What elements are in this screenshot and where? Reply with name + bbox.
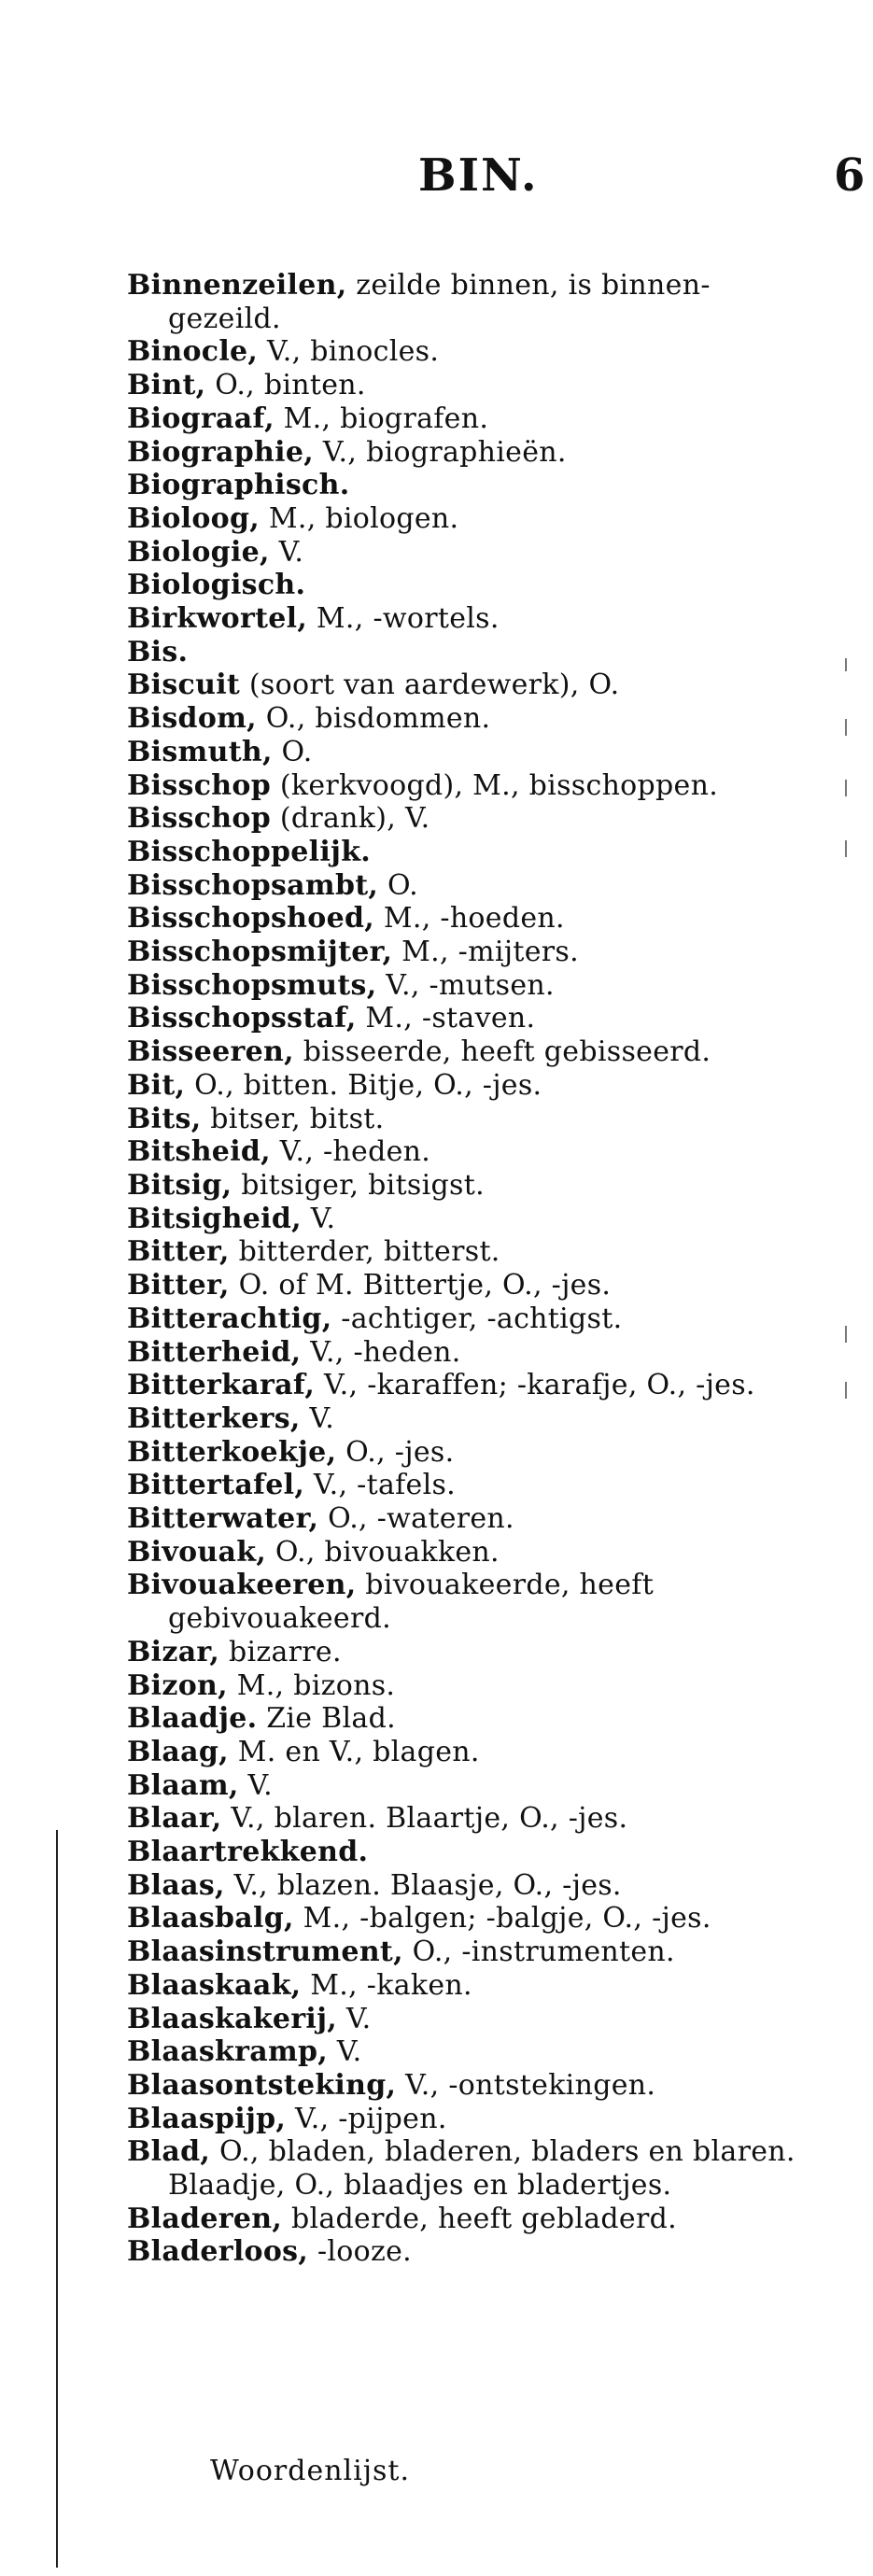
entry-headword: Bisschop xyxy=(127,802,271,836)
entry-headword: Bitter, xyxy=(127,1235,230,1269)
dictionary-entry xyxy=(127,902,818,936)
dictionary-entry xyxy=(127,1103,818,1136)
dictionary-entry xyxy=(127,1669,818,1703)
entry-definition: M., -mijters. xyxy=(392,936,579,969)
dictionary-entry xyxy=(127,736,818,769)
entry-headword: Bisschopsstaf, xyxy=(127,1002,357,1035)
entry-definition: V., -pijpen. xyxy=(286,2102,447,2135)
dictionary-entry xyxy=(127,2203,818,2236)
entry-definition: V., blaren. Blaartje, O., -jes. xyxy=(221,1802,628,1836)
entry-headword: Bit, xyxy=(127,1068,186,1102)
scan-mark xyxy=(845,1382,847,1399)
dictionary-entry xyxy=(127,769,818,803)
entry-headword: Bisschop xyxy=(127,768,271,802)
entry-definition: V., biographieën. xyxy=(314,435,567,469)
entry-headword: Blaartrekkend. xyxy=(127,1836,369,1869)
entry-headword: Bisschopsambt, xyxy=(127,868,379,902)
entry-definition: M. en V., blagen. xyxy=(228,1735,480,1768)
dictionary-entry xyxy=(127,269,818,335)
dictionary-entry xyxy=(127,2003,818,2036)
dictionary-entry xyxy=(127,1702,818,1736)
entry-definition: bladerde, heeft gebladerd. xyxy=(282,2202,677,2235)
running-head: BIN. xyxy=(418,149,539,202)
dictionary-entry xyxy=(127,1469,818,1502)
dictionary-entry xyxy=(127,1002,818,1035)
entry-definition: M., -kaken. xyxy=(301,1968,472,2002)
entry-headword: Bizar, xyxy=(127,1635,220,1668)
entry-headword: Binnenzeilen, xyxy=(127,269,347,302)
dictionary-entry xyxy=(127,502,818,536)
entry-definition: V., -mutsen. xyxy=(376,968,555,1002)
dictionary-entry xyxy=(127,1402,818,1436)
entry-definition: bisseerde, heeft gebisseerd. xyxy=(293,1035,711,1069)
entry-definition: bivouakeerde, heeft gebivouakeerd. xyxy=(168,1569,655,1636)
dictionary-entry xyxy=(127,936,818,969)
entry-headword: Biologisch. xyxy=(127,569,306,602)
entry-definition: (soort van aardewerk), O. xyxy=(240,669,620,702)
entry-headword: Bitterwater, xyxy=(127,1502,319,1536)
dictionary-entry xyxy=(127,1936,818,1969)
entry-headword: Blaaskakerij, xyxy=(127,2002,338,2035)
dictionary-entry xyxy=(127,1902,818,1936)
entry-definition: bitser, bitst. xyxy=(201,1102,385,1135)
entry-headword: Bisschopshoed, xyxy=(127,902,375,936)
entry-headword: Blaag, xyxy=(127,1735,229,1768)
entry-definition: O. of M. Bittertje, O., -jes. xyxy=(229,1269,612,1302)
entry-headword: Biographie, xyxy=(127,435,314,469)
dictionary-entry xyxy=(127,2103,818,2136)
entry-headword: Biologie, xyxy=(127,535,270,569)
dictionary-entry xyxy=(127,1235,818,1269)
entry-headword: Blaam, xyxy=(127,1768,239,1802)
dictionary-entry xyxy=(127,1436,818,1470)
entry-definition: V. xyxy=(328,2035,362,2069)
dictionary-entry xyxy=(127,636,818,669)
entry-headword: Bladerloos, xyxy=(127,2235,309,2269)
entry-headword: Bittertafel, xyxy=(127,1469,305,1502)
entry-headword: Bisseeren, xyxy=(127,1035,294,1069)
margin-rule xyxy=(56,1830,58,2568)
dictionary-entry xyxy=(127,969,818,1003)
scan-mark xyxy=(845,780,847,796)
entry-definition: M., bizons. xyxy=(227,1668,396,1702)
dictionary-entry xyxy=(127,1035,818,1069)
entry-definition: M., -wortels. xyxy=(307,602,500,636)
entry-definition: (drank), V. xyxy=(271,802,430,836)
entry-headword: Bint, xyxy=(127,369,206,402)
dictionary-entry xyxy=(127,1135,818,1169)
dictionary-entry xyxy=(127,602,818,636)
dictionary-entry xyxy=(127,1569,818,1635)
dictionary-entry xyxy=(127,369,818,402)
entry-definition: O., -instrumenten. xyxy=(402,1936,675,1969)
entry-headword: Blaaskaak, xyxy=(127,1968,302,2002)
entry-headword: Bizon, xyxy=(127,1668,228,1702)
dictionary-entry xyxy=(127,836,818,869)
dictionary-entry xyxy=(127,469,818,502)
entry-definition: M., biografen. xyxy=(274,401,489,435)
entry-headword: Bisschoppelijk. xyxy=(127,835,372,868)
dictionary-entry xyxy=(127,335,818,369)
entry-definition: V. xyxy=(301,1202,336,1235)
entry-headword: Bits, xyxy=(127,1102,202,1135)
entry-headword: Bioloog, xyxy=(127,501,260,535)
dictionary-entry xyxy=(127,669,818,702)
dictionary-entry xyxy=(127,1636,818,1669)
entry-definition: O., binten. xyxy=(205,369,366,402)
entry-definition: bitterder, bitterst. xyxy=(229,1235,500,1269)
dictionary-entry xyxy=(127,1502,818,1536)
entry-headword: Binocle, xyxy=(127,335,259,369)
entry-definition: M., -balgen; -balgje, O., -jes. xyxy=(293,1902,711,1936)
entry-headword: Bitsigheid, xyxy=(127,1202,302,1235)
entry-definition: bizarre. xyxy=(219,1635,342,1668)
dictionary-entry xyxy=(127,1069,818,1103)
dictionary-entry xyxy=(127,1302,818,1336)
entry-headword: Bisschopsmijter, xyxy=(127,936,393,969)
entry-headword: Bis. xyxy=(127,635,189,669)
dictionary-entry xyxy=(127,1836,818,1869)
entry-definition: -looze. xyxy=(308,2235,413,2269)
entry-headword: Blaaskramp, xyxy=(127,2035,329,2069)
entry-headword: Bitsig, xyxy=(127,1168,232,1202)
entry-headword: Bisschopsmuts, xyxy=(127,968,377,1002)
entry-definition: V. xyxy=(337,2002,372,2035)
entry-headword: Biographisch. xyxy=(127,469,350,502)
entry-definition: O., bladen, bladeren, bladers en blaren. Blaadje, O., blaadjes en bladertjes. xyxy=(168,2135,796,2203)
entry-headword: Blad, xyxy=(127,2135,211,2169)
dictionary-entry xyxy=(127,402,818,436)
entry-headword: Bismuth, xyxy=(127,735,273,768)
entry-headword: Bitter, xyxy=(127,1269,230,1302)
entry-headword: Blaar, xyxy=(127,1802,222,1836)
footer-label: Woordenlijst. xyxy=(210,2455,411,2487)
dictionary-entry xyxy=(127,2069,818,2103)
entry-definition: M., -staven. xyxy=(356,1002,536,1035)
entry-headword: Bitterkaraf, xyxy=(127,1369,316,1402)
dictionary-entry xyxy=(127,1203,818,1236)
dictionary-entry xyxy=(127,1536,818,1570)
entry-definition: V., -heden. xyxy=(270,1135,431,1169)
dictionary-entry xyxy=(127,869,818,903)
entry-definition: V., -ontstekingen. xyxy=(396,2068,656,2102)
entry-headword: Biograaf, xyxy=(127,401,275,435)
entry-definition: O., bivouakken. xyxy=(266,1535,500,1569)
entry-definition: V., blazen. Blaasje, O., -jes. xyxy=(224,1868,622,1902)
dictionary-entry xyxy=(127,1736,818,1769)
scan-mark xyxy=(845,840,847,857)
scan-mark xyxy=(845,1326,847,1343)
entry-definition: V., -tafels. xyxy=(304,1469,457,1502)
dictionary-entry xyxy=(127,536,818,570)
entry-headword: Bitsheid, xyxy=(127,1135,271,1169)
dictionary-entry xyxy=(127,702,818,736)
entry-definition: O. xyxy=(272,735,313,768)
dictionary-entry xyxy=(127,1169,818,1203)
dictionary-entry xyxy=(127,436,818,470)
dictionary-entry xyxy=(127,1369,818,1402)
entry-definition: O., -jes. xyxy=(336,1435,455,1469)
dictionary-entry xyxy=(127,1802,818,1836)
entry-definition: O., -wateren. xyxy=(318,1502,514,1536)
dictionary-entry xyxy=(127,802,818,836)
entry-headword: Biscuit xyxy=(127,669,241,702)
entry-definition: V., -karaffen; -karafje, O., -jes. xyxy=(315,1369,755,1402)
entry-headword: Bivouakeeren, xyxy=(127,1569,357,1602)
entry-definition: M., -hoeden. xyxy=(374,902,565,936)
dictionary-entry xyxy=(127,1269,818,1302)
entry-definition: V., -heden. xyxy=(301,1335,461,1369)
entry-definition: zeilde binnen, is binnen-gezeild. xyxy=(168,269,711,335)
entry-definition: V. xyxy=(238,1768,274,1802)
entry-headword: Blaasbalg, xyxy=(127,1902,294,1936)
entry-definition: V. xyxy=(269,535,304,569)
entry-definition: V. xyxy=(300,1401,335,1435)
dictionary-entry xyxy=(127,2235,818,2269)
dictionary-entry xyxy=(127,2135,818,2202)
scan-mark xyxy=(845,719,847,736)
dictionary-entry xyxy=(127,569,818,602)
dictionary-entry xyxy=(127,1769,818,1803)
entry-headword: Bisdom, xyxy=(127,702,257,736)
entry-definition: bitsiger, bitsigst. xyxy=(232,1168,485,1202)
entry-list xyxy=(127,269,818,2269)
entry-definition: V., binocles. xyxy=(258,335,440,369)
entry-headword: Bitterkers, xyxy=(127,1401,301,1435)
dictionary-entry xyxy=(127,1969,818,2003)
entry-headword: Bitterkoekje, xyxy=(127,1435,337,1469)
entry-headword: Blaadje. xyxy=(127,1702,258,1736)
entry-definition: O. xyxy=(378,868,418,902)
entry-headword: Blaas, xyxy=(127,1868,225,1902)
page-number: 6 xyxy=(834,149,866,202)
scan-mark xyxy=(845,658,847,671)
entry-headword: Blaasinstrument, xyxy=(127,1936,403,1969)
dictionary-entry xyxy=(127,2035,818,2069)
entry-headword: Bivouak, xyxy=(127,1535,267,1569)
entry-headword: Birkwortel, xyxy=(127,602,308,636)
dictionary-entry xyxy=(127,1336,818,1370)
entry-headword: Bladeren, xyxy=(127,2202,283,2235)
entry-headword: Bitterheid, xyxy=(127,1335,302,1369)
entry-definition: M., biologen. xyxy=(260,501,459,535)
entry-definition: (kerkvoogd), M., bisschoppen. xyxy=(271,768,719,802)
dictionary-entry xyxy=(127,1869,818,1903)
entry-definition: O., bisdommen. xyxy=(256,702,491,736)
entry-headword: Blaasontsteking, xyxy=(127,2068,397,2102)
entry-definition: Zie Blad. xyxy=(257,1702,396,1736)
entry-headword: Bitterachtig, xyxy=(127,1302,332,1335)
entry-headword: Blaaspijp, xyxy=(127,2102,287,2135)
entry-definition: O., bitten. Bitje, O., -jes. xyxy=(185,1068,542,1102)
entry-definition: -achtiger, -achtigst. xyxy=(331,1302,623,1335)
